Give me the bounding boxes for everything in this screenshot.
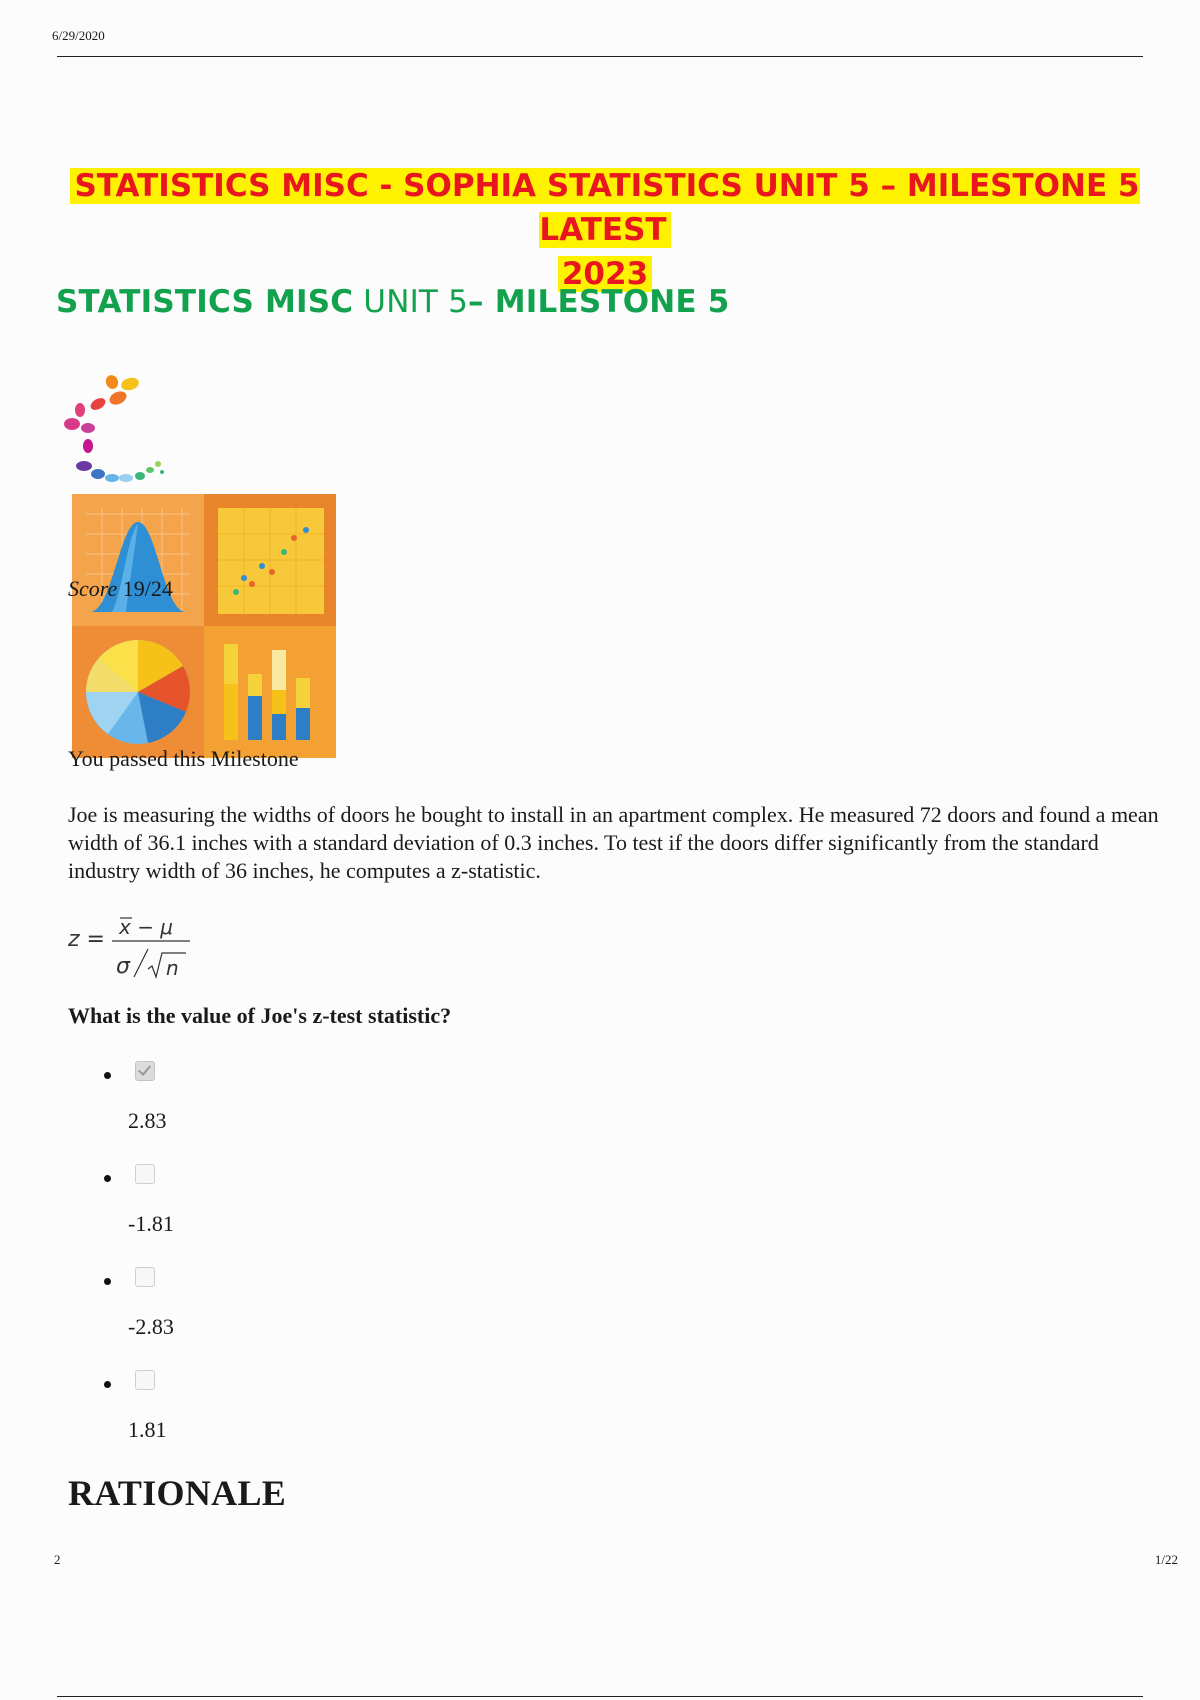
page-count: 1/22 <box>1154 1552 1178 1567</box>
checkbox-icon[interactable] <box>135 1370 155 1390</box>
title-line-1: STATISTICS MISC - SOPHIA STATISTICS UNIT 5 – MILESTONE 5 LATEST <box>70 168 1139 248</box>
statistics-charts-illustration <box>72 494 336 758</box>
formula-sigma: σ <box>116 954 130 979</box>
footer-rule <box>57 1696 1143 1697</box>
answer-value: 2.83 <box>128 1108 167 1133</box>
sophia-logo-icon <box>62 372 172 492</box>
question-text: Joe is measuring the widths of doors he bought to install in an apartment complex. He measured 72 doors and found a mean width of 36.1 inches with a standard deviation of 0.3 inches. To test if the doors differ significantly from the standard industry width of 36 inches, he computes a z-statistic. <box>68 802 1159 883</box>
bullet-icon <box>104 1072 111 1079</box>
formula-numerator: x − μ <box>119 915 174 939</box>
score-line: Score 19/24 <box>68 576 173 601</box>
passed-message: You passed this Milestone <box>68 746 299 771</box>
question-prompt: What is the value of Joe's z-test statistic? <box>68 1003 452 1028</box>
checkbox-icon[interactable] <box>135 1267 155 1287</box>
formula-n: n <box>166 956 179 980</box>
title-line-2: 2023 <box>558 256 652 292</box>
bullet-icon <box>104 1278 111 1285</box>
header-rule <box>57 56 1143 57</box>
print-date: 6/29/2020 <box>52 28 105 43</box>
page-number: 2 <box>54 1552 61 1567</box>
bullet-icon <box>104 1175 111 1182</box>
rationale-heading: RATIONALE <box>68 1473 287 1513</box>
answer-value: 1.81 <box>128 1417 167 1442</box>
answer-value: -2.83 <box>128 1314 174 1339</box>
formula-lhs: z = <box>68 927 105 952</box>
document-title <box>40 164 1170 296</box>
checkbox-checked-icon[interactable] <box>135 1061 155 1081</box>
bullet-icon <box>104 1381 111 1388</box>
document-subtitle: STATISTICS MISC UNIT 5– MILESTONE 5 <box>56 284 730 320</box>
checkbox-icon[interactable] <box>135 1164 155 1184</box>
answer-value: -1.81 <box>128 1211 174 1236</box>
z-statistic-formula <box>68 903 208 983</box>
